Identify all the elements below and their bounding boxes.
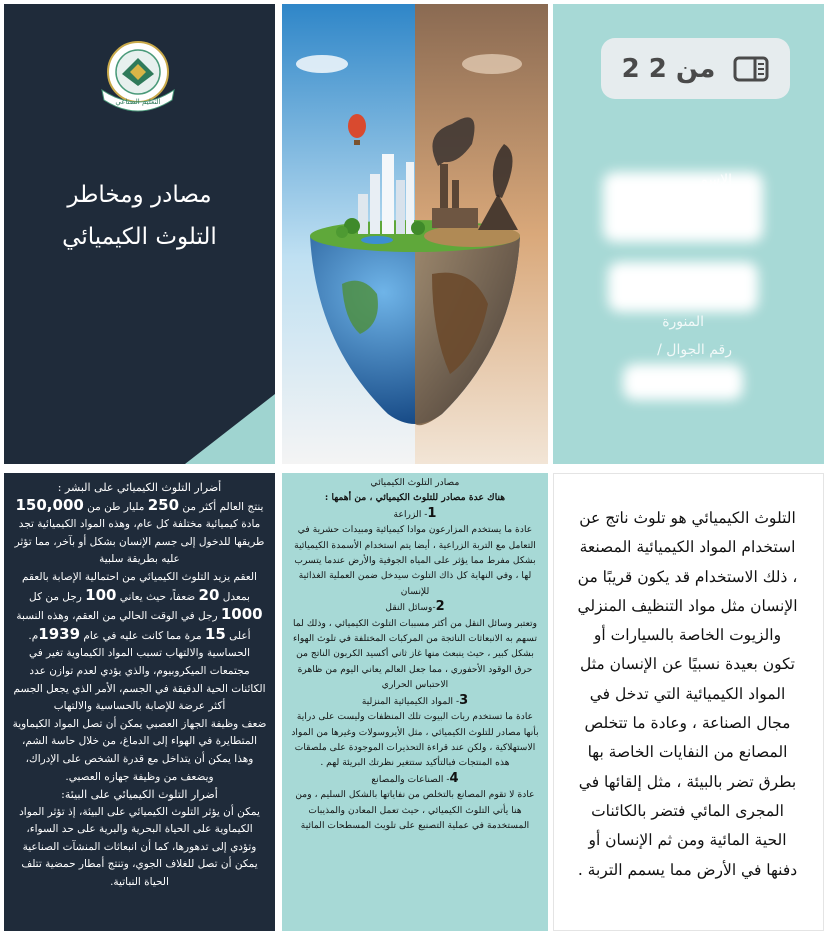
harms-p1-b: مليار طن من (87, 500, 145, 513)
harms-p1-c: مادة كيميائية مختلفة كل عام، وهذه المواد الكيميائية تجد طريقها للدخول إلى جسم الإنسان بشكل أو بآخر، مما تؤثر عليه بطريقة سلبية (14, 518, 265, 566)
source-4-text: عادة لا تقوم المصانع بالتخلص من نفاياتها بالشكل السليم ، ومن هنا يأتي التلوث الكيميائي ، حيث تعمل المعادن والمذيبات المستخدمة في عملية التصنيع على تلويث المسطحات المائية (295, 789, 535, 831)
source-3-number: 3 (459, 692, 469, 708)
ministry-emblem-icon (88, 34, 188, 119)
harms-p2-e: مرة مما كانت عليه في عام (83, 629, 202, 642)
harms-p2-n4: 15 (204, 624, 226, 643)
harms-paragraph-environment: يمكن أن يؤثر التلوث الكيميائي على البيئة، إذ تؤثر المواد الكيماوية على الحياة البحرية والبرية على حد السواء، وتؤدي إلى تدهورها، كما أن انبعاثات المنشآت الصناعية يمكن أن تصل للغلاف الجوي، وتنتج أمطار حمضية تتلف الحياة النباتية. (19, 805, 260, 889)
harms-p2-c: رجل من كل (29, 590, 82, 603)
sources-subtitle: هناك عدة مصادر للتلوث الكيميائي ، من أهمها : (324, 492, 506, 504)
reader-view-icon[interactable] (733, 56, 769, 82)
harms-environment-title: أضرار التلوث الكيميائي على البيئة: (61, 788, 218, 802)
cover-title-line2: التلوث الكيميائي (62, 224, 217, 250)
redacted-school-block (608, 262, 758, 312)
source-3-title: - المواد الكيميائية المنزلية (361, 695, 460, 707)
harms-p2-n2: 100 (85, 585, 117, 604)
source-2-title: -وسائل النقل (385, 602, 436, 614)
definition-panel (553, 473, 824, 931)
harms-p2-n3: 1000 (220, 605, 263, 624)
harms-p2-b: ضعفاً، حيث يعاني (119, 590, 196, 603)
source-2-text: وتعتبر وسائل النقل من أكثر مسببات التلوث الكيميائي ، وذلك لما تسهم به الانبعاثات الناتجة من المركبات المختلفة في تلوث الهواء بشكل كبير ، حيث ينبعث منها غاز ثاني أكسيد الكربون الناتج من حرق الوقود الأحفوري ، مما جعل العالم يعاني اليوم من ظاهرة الاحتباس الحراري (292, 617, 538, 691)
harms-p2-f: م. (28, 629, 39, 642)
globe-illustration-panel (282, 4, 548, 464)
harms-p2-a: العقم يزيد التلوث الكيميائي من احتمالية الإصابة بالعقم بمعدل (22, 570, 257, 603)
source-4-number: 4 (449, 770, 459, 786)
harms-p2-n5: 1939 (38, 624, 81, 643)
harms-p2-d: رجل في الوقت الحالي من العقم، وهذه النسبة أعلى (16, 610, 251, 642)
phone-label: رقم الجوال / (657, 342, 732, 358)
sources-panel (282, 473, 548, 931)
cover-title-line1: مصادر ومخاطر (67, 182, 212, 208)
source-2-number: 2 (435, 599, 445, 615)
harms-p1-a: ينتج العالم أكثر من (182, 500, 264, 513)
source-4-heading (290, 771, 540, 787)
sources-text (290, 475, 540, 833)
cover-title (34, 174, 245, 258)
name-label-partial: الاسم (699, 172, 732, 188)
city-label-partial: المنورة (662, 314, 704, 330)
corner-triangle (185, 394, 275, 464)
source-3-heading (290, 693, 540, 709)
harms-p2-n1: 20 (198, 585, 220, 604)
page-indicator[interactable] (601, 38, 790, 99)
harms-text (12, 479, 267, 892)
source-1-text: عادة ما يستخدم المزارعون موادا كيميائية ومبيدات حشرية في التعامل مع التربة الزراعية ، أيضا يتم استخدام الأسمدة الكيميائية بشكل مفرط مما يؤثر على المياه الجوفية والأرض عندما يتسرب لها ، وفي النهاية كل ذاك التلوث سيدخل ضمن العملية الغذائية للإنسان (294, 524, 536, 597)
harms-paragraph-infertility (12, 569, 267, 645)
source-1-heading (290, 506, 540, 522)
source-1-number: 1 (427, 505, 437, 521)
page-indicator-label: 2 من 2 (621, 53, 716, 84)
source-3-text: عادة ما تستخدم ربات البيوت تلك المنظفات وليست على دراية بأنها مصادر للتلوث الكيميائي ، مثل الأيروسولات وغيرها من المواد الاستهلاكية ، ولكن عند قراءة التحذيرات الموجودة على ملصقات هذه المنتجات فبالتأكيد ستتغير نظرتك البريئة لهم . (291, 711, 539, 769)
redacted-name-block (603, 172, 763, 242)
source-4-title: - الصناعات والمصانع (371, 773, 450, 785)
harms-p1-n1: 250 (147, 495, 180, 514)
cover-panel (4, 4, 275, 464)
harms-p1-n2: 150,000 (15, 495, 84, 514)
source-2-heading (290, 599, 540, 615)
earth-split-illustration (282, 4, 548, 464)
harms-paragraph-nervous: ضعف وظيفة الجهاز العصبي يمكن أن تصل المواد الكيماوية المتطايرة في الهواء إلى الدماغ، من خلال حاسة الشم، وهذا يمكن أن يتداخل مع قدرة الشخص على الإدراك، ويضعف من وظيفة جهازه العصبي. (12, 717, 267, 783)
emblem-caption: التعليم الصناعي (115, 98, 161, 106)
harms-human-title: أضرار التلوث الكيميائي على البشر : (57, 481, 222, 494)
harms-panel (4, 473, 275, 931)
sources-title: مصادر التلوث الكيميائي (370, 477, 460, 488)
harms-paragraph-production (12, 497, 267, 569)
source-1-title: - الزراعة (393, 508, 428, 520)
harms-paragraph-allergy: الحساسية والالتهاب تسبب المواد الكيماوية تغير في مجتمعات الميكروبيوم، والذي يؤدي لعدم توازن عدد الكائنات الحية الدقيقة في الجسم، الأمر الذي يجعل الجسم أكثر عرضة للإصابة بالحساسية والالتهاب (13, 647, 266, 713)
definition-text: التلوث الكيميائي هو تلوث ناتج عن استخدام المواد الكيميائية المصنعة ، ذلك الاستخدام قد يكون قريبًا من الإنسان مثل مواد التنظيف المنزلي والزيوت الخاصة بالسيارات أو تكون بعيدة نسبيًا عن الإنسان مثل المواد الكيميائية التي تدخل في مجال الصناعة ، وعادة ما تتخلص المصانع من النفايات الخاصة بها بطرق تضر بالبيئة ، مثل إلقائها في المجرى المائي فتضر بالكائنات الحية المائية ومن ثم الإنسان أو دفنها في الأرض مما يسمم التربة . (577, 509, 798, 879)
redacted-phone-block (623, 364, 743, 400)
